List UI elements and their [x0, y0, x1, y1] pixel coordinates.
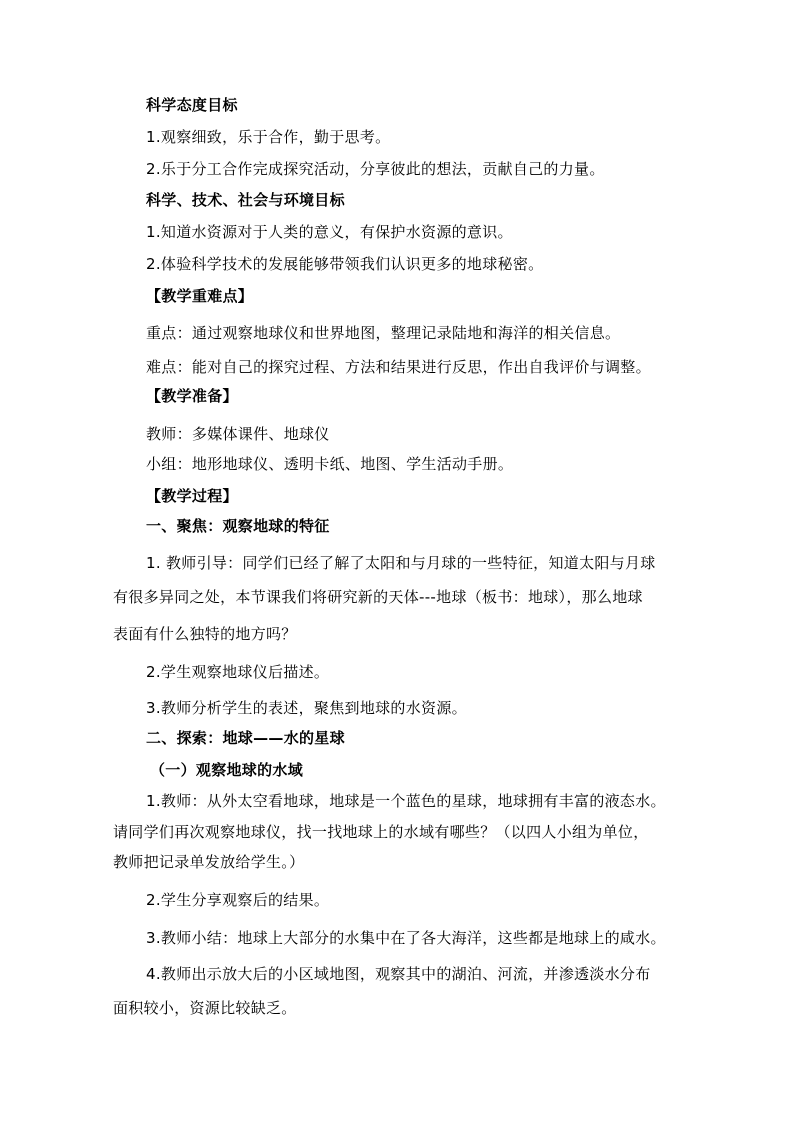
paragraph: 2.乐于分工合作完成探究活动，分享彼此的想法，贡献自己的力量。: [146, 160, 605, 178]
paragraph: 教师把记录单发放给学生。）: [113, 853, 305, 871]
paragraph: 2.学生观察地球仪后描述。: [146, 663, 330, 681]
paragraph: 有很多异同之处，本节课我们将研究新的天体---地球（板书：地球），那么地球: [113, 588, 643, 606]
section-heading-sts: 科学、技术、社会与环境目标: [146, 191, 345, 209]
paragraph: 2.学生分享观察后的结果。: [146, 891, 330, 909]
section-heading-attitude: 科学态度目标: [146, 96, 238, 114]
paragraph: 3.教师小结：地球上大部分的水集中在了各大海洋，这些都是地球上的咸水。: [146, 929, 666, 947]
section-heading-preparation: 【教学准备】: [146, 387, 238, 405]
paragraph: 小组：地形地球仪、透明卡纸、地图、学生活动手册。: [146, 455, 514, 473]
paragraph: 难点：能对自己的探究过程、方法和结果进行反思，作出自我评价与调整。: [146, 358, 651, 376]
paragraph: 表面有什么独特的地方吗？: [113, 625, 297, 643]
paragraph: 1.观察细致，乐于合作，勤于思考。: [146, 128, 391, 146]
subsection-heading: 二、探索：地球——水的星球: [146, 729, 345, 747]
subsection-heading: 一、聚焦：观察地球的特征: [146, 517, 330, 535]
paragraph: 1.知道水资源对于人类的意义，有保护水资源的意识。: [146, 223, 513, 241]
section-heading-process: 【教学过程】: [146, 487, 238, 505]
paragraph: 教师：多媒体课件、地球仪: [146, 425, 330, 443]
section-heading-key-points: 【教学重难点】: [146, 287, 254, 305]
paragraph: 面积较小，资源比较缺乏。: [113, 999, 297, 1017]
paragraph: 请同学们再次观察地球仪，找一找地球上的水域有哪些？（以四人小组为单位，: [113, 823, 649, 841]
paragraph: 3.教师分析学生的表述，聚焦到地球的水资源。: [146, 699, 467, 717]
paragraph: 1.教师：从外太空看地球，地球是一个蓝色的星球，地球拥有丰富的液态水。: [146, 792, 666, 810]
paragraph: 2.体验科学技术的发展能够带领我们认识更多的地球秘密。: [146, 255, 544, 273]
paragraph: 1. 教师引导：同学们已经了解了太阳和与月球的一些特征，知道太阳与月球: [146, 554, 656, 572]
paragraph: 4.教师出示放大后的小区域地图，观察其中的湖泊、河流，并渗透淡水分布: [146, 965, 651, 983]
subsection-heading: （一）观察地球的水域: [150, 761, 304, 779]
paragraph: 重点：通过观察地球仪和世界地图，整理记录陆地和海洋的相关信息。: [146, 324, 621, 342]
